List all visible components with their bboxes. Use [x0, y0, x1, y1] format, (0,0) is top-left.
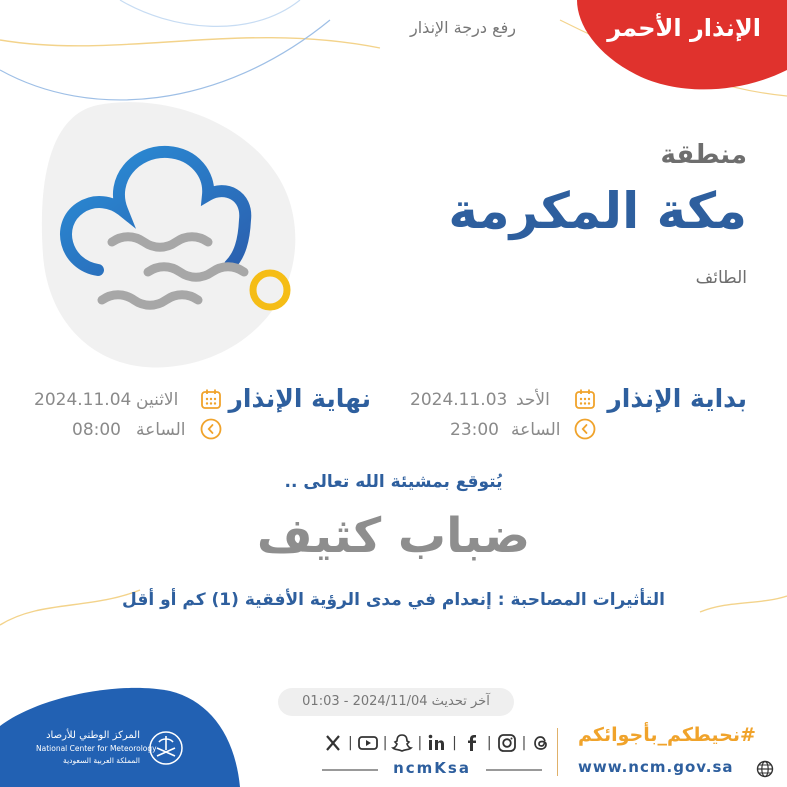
separator: |: [382, 735, 388, 751]
clock-chevron-icon: [574, 418, 596, 440]
website-link[interactable]: www.ncm.gov.sa: [578, 758, 734, 776]
forecast-headline: ضباب كثيف: [256, 508, 531, 564]
instagram-icon[interactable]: [496, 732, 518, 754]
footer-divider: [557, 728, 558, 776]
threads-icon[interactable]: [530, 732, 552, 754]
fog-weather-icon: [50, 140, 300, 320]
separator: |: [521, 735, 527, 751]
snapchat-icon[interactable]: [391, 732, 413, 754]
sub-region-name: الطائف: [695, 268, 747, 288]
calendar-icon: [574, 388, 596, 410]
social-handle[interactable]: ncmKsa: [393, 759, 471, 777]
linkedin-icon[interactable]: [426, 732, 448, 754]
region-name: مكة المكرمة: [448, 182, 747, 240]
youtube-icon[interactable]: [357, 732, 379, 754]
separator: |: [452, 735, 457, 751]
separator: |: [417, 735, 423, 751]
alert-level-badge: الإنذار الأحمر: [607, 14, 761, 42]
alert-end-title: نهاية الإنذار: [228, 384, 371, 413]
start-date: 2024.11.03: [410, 390, 508, 410]
last-update: آخر تحديث 2024/11/04 - 01:03: [278, 688, 514, 716]
x-icon[interactable]: [322, 732, 344, 754]
forecast-effects: التأثيرات المصاحبة : إنعدام في مدى الرؤية الأفقية (1) كم أو أقل: [122, 590, 665, 610]
start-time: 23:00: [450, 420, 499, 440]
end-day: الاثنين: [136, 390, 179, 410]
social-icons: [322, 732, 552, 754]
alert-start-title: بداية الإنذار: [607, 384, 747, 413]
forecast-intro: يُتوقع بمشيئة الله تعالى ..: [284, 472, 503, 492]
ncm-logo-arabic: المركز الوطني للأرصاد: [46, 730, 140, 741]
campaign-hashtag: #نحيطكم_بأجوائكم: [578, 724, 756, 746]
end-time-label: الساعة: [136, 420, 186, 440]
raise-alert-level-text: رفع درجة الإنذار: [410, 18, 516, 37]
clock-chevron-icon: [200, 418, 222, 440]
separator: |: [486, 735, 492, 751]
ncm-logo-country: المملكة العربية السعودية: [63, 756, 140, 765]
facebook-icon[interactable]: [461, 732, 483, 754]
ncm-emblem-icon: [148, 728, 184, 768]
end-date: 2024.11.04: [34, 390, 132, 410]
start-day: الأحد: [516, 390, 550, 410]
separator: |: [348, 735, 353, 751]
globe-icon: [756, 760, 774, 778]
calendar-icon: [200, 388, 222, 410]
ncm-logo-english: National Center for Meteorology: [36, 744, 157, 753]
start-time-label: الساعة: [511, 420, 561, 440]
region-label: منطقة: [660, 140, 747, 170]
end-time: 08:00: [72, 420, 121, 440]
